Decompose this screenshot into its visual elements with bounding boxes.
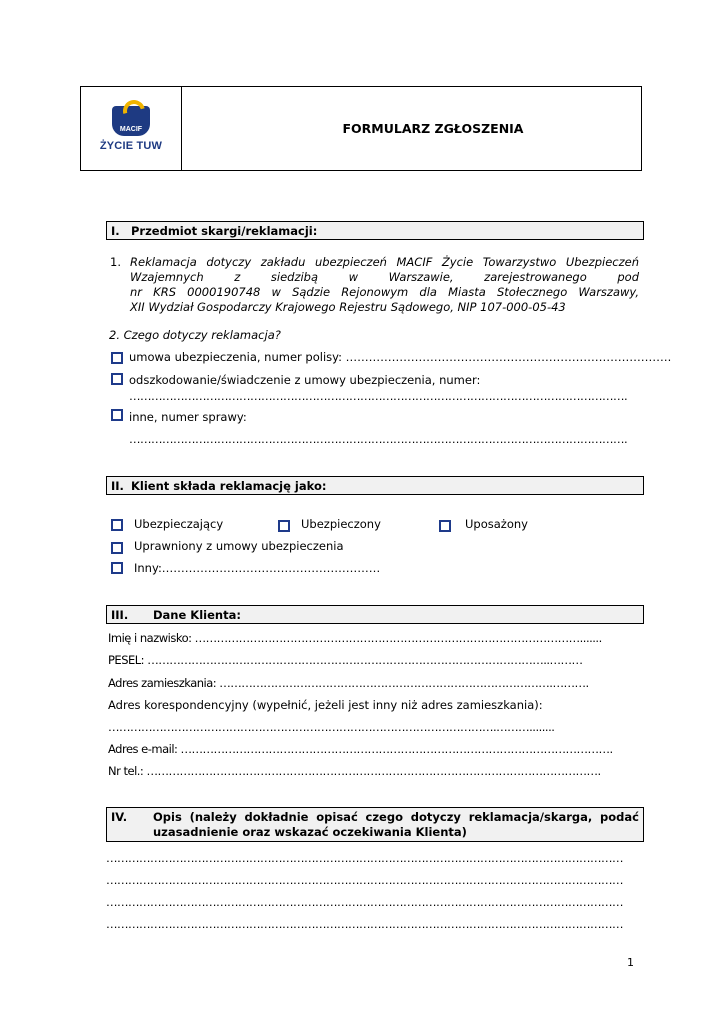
description-line-4[interactable]: ……………………………………………………………………………………………………………………………	[106, 917, 623, 931]
section-2-number: II.	[111, 479, 124, 493]
client-pesel-field[interactable]: PESEL: ………………………………………………………………………………………………..………	[108, 653, 583, 667]
client-email-field[interactable]: Adres e-mail: ……………………………………………………………………………………………………….	[108, 742, 613, 756]
logo-badge-text: MACIF	[119, 125, 143, 133]
description-line-1[interactable]: ……………………………………………………………………………………………………………………………	[106, 851, 623, 865]
client-phone-field[interactable]: Nr tel.: …………………………………………………………………………………………………………….	[108, 764, 601, 778]
item-1-line-2: Wzajemnych z siedzibą w Warszawie, zarejestrowanego pod	[130, 270, 639, 284]
checkbox-other-role[interactable]	[111, 562, 123, 574]
item-1-line-3: nr KRS 0000190748 w Sądzie Rejonowym dla Miasta Stołecznego Warszawy,	[130, 285, 639, 299]
section-3-number: III.	[111, 608, 129, 622]
client-corr-address-field[interactable]: …………………………………………………………………………………………….………........	[108, 720, 555, 734]
option-claim-label: odszkodowanie/świadczenie z umowy ubezpieczenia, numer:	[129, 373, 481, 387]
item-2-question: 2. Czego dotyczy reklamacja?	[109, 328, 281, 342]
checkbox-other[interactable]	[111, 409, 123, 421]
option-insuring-label: Ubezpieczający	[134, 517, 224, 531]
client-corr-address-label: Adres korespondencyjny (wypełnić, jeżeli jest inny niż adres zamieszkania):	[108, 698, 543, 712]
checkbox-entitled[interactable]	[111, 542, 123, 554]
section-1-header	[106, 221, 644, 240]
option-claim-number-field[interactable]: ……………………………………………………………………………………………………………………….	[129, 389, 628, 403]
form-title: FORMULARZ ZGŁOSZENIA	[342, 121, 524, 136]
section-3-title: Dane Klienta:	[153, 608, 241, 622]
form-header	[80, 86, 642, 171]
section-4-header	[106, 807, 644, 842]
section-1-title: Przedmiot skargi/reklamacji:	[131, 224, 318, 238]
logo-subtitle: ŻYCIE TUW	[99, 139, 163, 152]
item-1-line-1: Reklamacja dotyczy zakładu ubezpieczeń MACIF Życie Towarzystwo Ubezpieczeń	[130, 255, 639, 269]
option-insured-label: Ubezpieczony	[301, 517, 381, 531]
section-1-number: I.	[111, 224, 120, 238]
section-3-header	[106, 605, 644, 624]
client-address-field[interactable]: Adres zamieszkania: ……………………………………………………………………………….……….	[108, 676, 589, 690]
option-other-label: inne, numer sprawy:	[129, 410, 247, 424]
option-other-role-label: Inny:…………………………………………………	[134, 561, 381, 575]
section-4-number: IV.	[111, 810, 128, 824]
option-entitled-label: Uprawniony z umowy ubezpieczenia	[134, 539, 344, 553]
description-line-3[interactable]: ……………………………………………………………………………………………………………………………	[106, 895, 623, 909]
checkbox-insuring[interactable]	[111, 519, 123, 531]
section-2-header	[106, 476, 644, 495]
section-2-title: Klient składa reklamację jako:	[131, 479, 327, 493]
client-name-field[interactable]: Imię i nazwisko: …………………………………………………………………………………………….......	[108, 631, 602, 645]
checkbox-claim[interactable]	[111, 373, 123, 385]
description-line-2[interactable]: ……………………………………………………………………………………………………………………………	[106, 873, 623, 887]
option-policy-label: umowa ubezpieczenia, numer polisy: ………………………………………………………………………….	[129, 350, 672, 364]
checkbox-policy[interactable]	[111, 352, 123, 364]
item-1-number: 1.	[110, 255, 121, 269]
macif-logo	[81, 87, 181, 170]
checkbox-beneficiary[interactable]	[439, 520, 451, 532]
option-beneficiary-label: Uposażony	[465, 517, 528, 531]
checkbox-insured[interactable]	[278, 520, 290, 532]
section-4-title: Opis (należy dokładnie opisać czego dotyczy reklamacja/skarga, podać uzasadnienie oraz wskazać oczekiwania Klienta)	[153, 810, 639, 839]
option-other-number-field[interactable]: ……………………………………………………………………………………………………………………….	[129, 432, 628, 446]
page-number: 1	[627, 956, 634, 969]
item-1-line-4: XII Wydział Gospodarczy Krajowego Rejestru Sądowego, NIP 107-000-05-43	[130, 300, 566, 314]
macif-logo-icon	[112, 106, 150, 136]
